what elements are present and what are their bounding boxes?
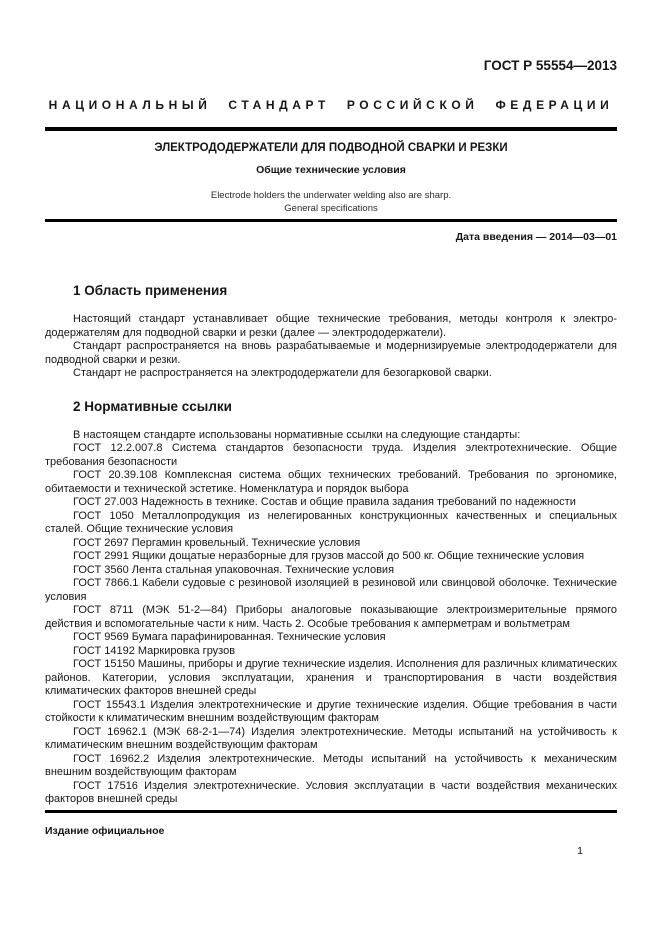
- document-title-ru: ЭЛЕКТРОДОДЕРЖАТЕЛИ ДЛЯ ПОДВОДНОЙ СВАРКИ И РЕЗКИ: [154, 142, 508, 154]
- reference-item: ГОСТ 15543.1 Изделия электротехнические и другие технические изделия. Общие требования в части стойкости к климатическим внешним воздействующим факторам: [45, 698, 617, 724]
- document-title-en: [45, 189, 617, 215]
- section-1-heading: 1 Область применения: [73, 283, 228, 298]
- standard-number: ГОСТ Р 55554—2013: [483, 58, 617, 73]
- official-edition-note: Издание официальное: [45, 825, 165, 837]
- section-1-paragraph: Стандарт не распространяется на электрододержатели для безогарковой сварки.: [73, 367, 492, 379]
- reference-item: ГОСТ 27.003 Надежность в технике. Состав и общие правила задания требований по надежности: [73, 496, 576, 508]
- reference-item: ГОСТ 16962.1 (МЭК 68-2-1—74) Изделия электротехнические. Методы испытаний на устойчивость к климатическим внешним воздействующим факторам: [45, 725, 617, 751]
- section-1-paragraphs: [45, 313, 617, 381]
- document-subtitle-ru: Общие технические условия: [256, 164, 406, 176]
- section-2-intro: В настоящем стандарте использованы нормативные ссылки на следующие стандарты:: [73, 428, 521, 441]
- reference-item: ГОСТ 7866.1 Кабели судовые с резиновой изоляцией в резиновой или свинцовой оболочке. Технические условия: [45, 577, 617, 603]
- references-list: [45, 442, 617, 807]
- reference-item: ГОСТ 12.2.007.8 Система стандартов безопасности труда. Изделия электротехнические. Общие требования безопасности: [45, 442, 617, 468]
- reference-item: ГОСТ 8711 (МЭК 51-2—84) Приборы аналоговые показывающие электроизмерительные прямого действия и вспомогательные части к ним. Часть 2. Особые требования к амперметрам и вольтметрам: [45, 604, 617, 630]
- reference-item: ГОСТ 2991 Ящики дощатые неразборные для грузов массой до 500 кг. Общие технические условия: [73, 550, 585, 562]
- reference-item: ГОСТ 15150 Машины, приборы и другие технические изделия. Исполнения для различных климатических районов. Категории, условия эксплуатации, хранения и транспортирования в части воздействия климатических факторов внешней среды: [45, 658, 617, 697]
- title-en-line1: Electrode holders the underwater welding also are sharp.: [210, 190, 452, 201]
- reference-item: ГОСТ 3560 Лента стальная упаковочная. Технические условия: [73, 563, 395, 576]
- section-2-heading: 2 Нормативные ссылки: [73, 398, 232, 414]
- standard-type-heading: НАЦИОНАЛЬНЫЙ СТАНДАРТ РОССИЙСКОЙ ФЕДЕРАЦИИ: [48, 98, 614, 112]
- reference-item: ГОСТ 9569 Бумага парафинированная. Технические условия: [73, 631, 386, 643]
- reference-item: ГОСТ 14192 Маркировка грузов: [73, 644, 236, 657]
- reference-item: ГОСТ 20.39.108 Комплексная система общих технических требований. Требования по эргономике, обитаемости и технической эстетике. Номенклатура и порядок выбора: [45, 469, 617, 495]
- header-rule-bottom: [45, 219, 617, 222]
- title-en-line2: General specifications: [284, 203, 378, 214]
- header-rule-top: [45, 127, 617, 131]
- effective-date: Дата введения — 2014—03—01: [455, 231, 617, 243]
- section-1-paragraph: Стандарт распространяется на вновь разрабатываемые и модернизируемые электрододержатели для подводной сварки и резки.: [45, 340, 617, 366]
- reference-item: ГОСТ 16962.2 Изделия электротехнические. Методы испытаний на устойчивость к механическим внешним воздействующим факторам: [45, 752, 617, 778]
- page-number: 1: [577, 845, 583, 857]
- footer-rule: [45, 810, 617, 813]
- reference-item: ГОСТ 2697 Пергамин кровельный. Технические условия: [73, 536, 361, 549]
- reference-item: ГОСТ 1050 Металлопродукция из нелегированных конструкционных качественных и специальных сталей. Общие технические условия: [45, 509, 617, 535]
- section-1-paragraph: Настоящий стандарт устанавливает общие технические требования, методы контроля к электрододержателям для подводной сварки и резки (далее — электрододержатели).: [45, 313, 617, 339]
- page-footer: [45, 810, 617, 858]
- reference-item: ГОСТ 17516 Изделия электротехнические. Условия эксплуатации в части воздействия механических факторов внешней среды: [45, 779, 617, 805]
